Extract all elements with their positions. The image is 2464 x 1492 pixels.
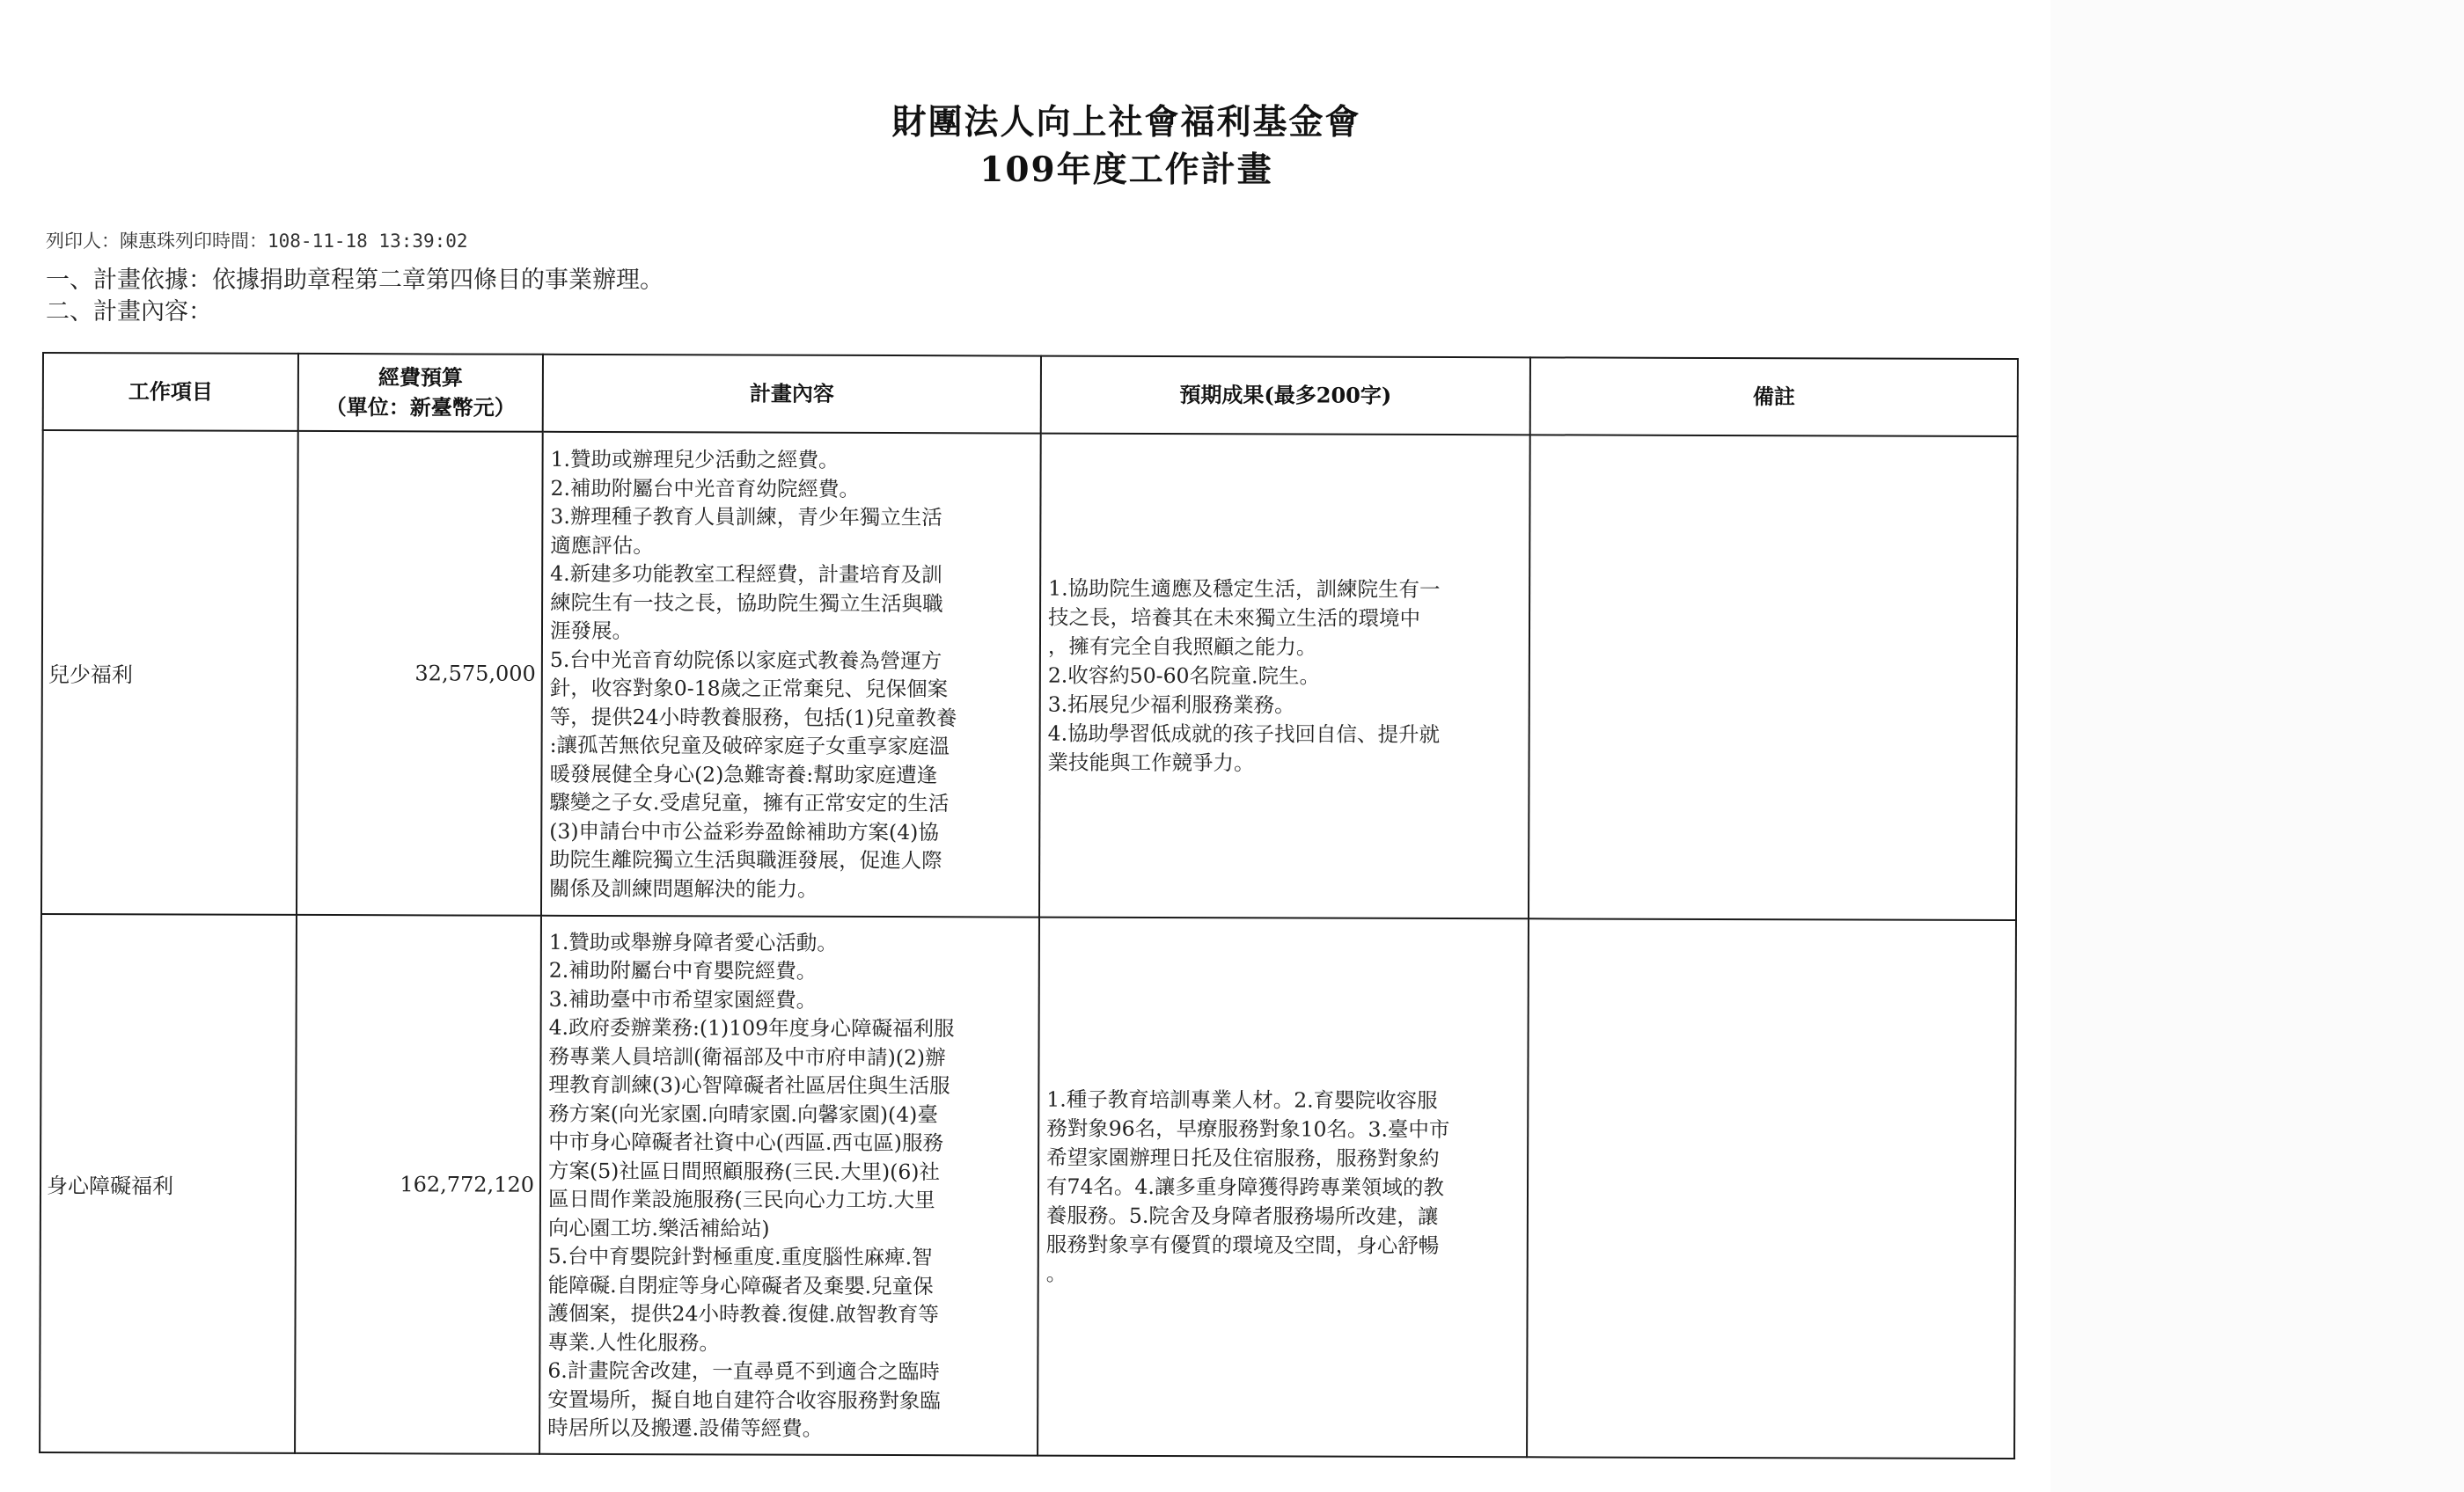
budget-cell: 32,575,000	[297, 431, 543, 916]
content-line: :讓孤苦無依兒童及破碎家庭子女重享家庭溫	[549, 732, 950, 759]
content-line: 2.補助附屬台中育嬰院經費。	[548, 957, 818, 984]
content-line: 務專業人員培訓(衛福部及中市府申請)(2)辦	[548, 1043, 946, 1070]
content-line: 1.贊助或舉辦身障者愛心活動。	[548, 929, 838, 955]
content-line: 護個案，提供24小時教養.復健.啟智教育等	[547, 1300, 939, 1327]
organization-name: 財團法人向上社會福利基金會	[891, 102, 1361, 143]
outcome-line: 2.收容約50-60名院童.院生。	[1047, 662, 1321, 689]
header-plan-content: 計畫內容	[543, 355, 1041, 434]
plan-content-cell	[541, 432, 1041, 918]
content-line: 中市身心障礙者社資中心(西區.西屯區)服務	[548, 1129, 944, 1156]
content-line: 6.計畫院舍改建，一直尋覓不到適合之臨時	[547, 1357, 940, 1385]
content-line: 暖發展健全身心(2)急難寄養:幫助家庭遭逢	[549, 761, 938, 787]
content-line: 練院生有一技之長，協助院生獨立生活與職	[550, 589, 943, 616]
content-line: 等，提供24小時教養服務，包括(1)兒童教養	[549, 704, 957, 730]
expected-outcome-cell	[1038, 918, 1529, 1458]
content-line: 3.補助臺中市希望家園經費。	[548, 986, 818, 1013]
content-line: 1.贊助或辦理兒少活動之經費。	[550, 446, 840, 472]
content-line: 2.補助附屬台中光音育幼院經費。	[550, 475, 860, 501]
content-line: 驟變之子女.受虐兒童，擁有正常安定的生活	[549, 789, 950, 816]
outcome-line: 。	[1045, 1261, 1067, 1286]
work-item-cell: 身心障礙福利	[40, 914, 297, 1453]
print-info: 列印人：陳惠珠列印時間：108-11-18 13:39:02	[46, 230, 468, 252]
table-row	[41, 430, 2018, 920]
outcome-line: 業技能與工作競爭力。	[1047, 750, 1255, 775]
outcome-line: 4.協助學習低成就的孩子找回自信、提升就	[1047, 720, 1441, 747]
plan-content-cell	[539, 916, 1039, 1456]
content-line: 向心園工坊.樂活補給站)	[547, 1215, 770, 1241]
scan-margin	[2050, 0, 2464, 1492]
plan-title: 109年度工作計畫	[979, 150, 1273, 190]
content-line: 理教育訓練(3)心智障礙者社區居住與生活服	[548, 1071, 950, 1099]
content-line: 安置場所，擬自地自建符合收容服務對象臨	[547, 1386, 941, 1413]
outcome-line: 務對象96名，早療服務對象10名。3.臺中市	[1046, 1115, 1450, 1142]
header-remark: 備註	[1530, 357, 2018, 436]
outcome-line: 1.種子教育培訓專業人材。2.育嬰院收容服	[1046, 1086, 1438, 1113]
content-line: 3.辦理種子教育人員訓練，青少年獨立生活	[550, 503, 942, 530]
outcome-line: 養服務。5.院舍及身障者服務場所改建，讓	[1045, 1203, 1439, 1229]
content-line: 4.政府委辦業務:(1)109年度身心障礙福利服	[548, 1014, 955, 1042]
outcome-line: 服務對象享有優質的環境及空間，身心舒暢	[1045, 1232, 1440, 1258]
content-line: 5.台中育嬰院針對極重度.重度腦性麻痺.智	[547, 1243, 933, 1270]
content-line: 適應評估。	[550, 532, 654, 558]
table-row	[40, 914, 2016, 1459]
outcome-line: 技之長，培養其在未來獨立生活的環境中	[1048, 604, 1421, 631]
content-line: 能障礙.自閉症等身心障礙者及棄嬰.兒童保	[547, 1272, 934, 1298]
expected-outcome-cell	[1039, 434, 1530, 919]
outcome-line: 希望家園辦理日托及住宿服務，服務對象約	[1046, 1145, 1440, 1171]
header-budget-unit: （單位：新臺幣元）	[325, 394, 516, 421]
header-expected-outcome: 預期成果(最多200字)	[1041, 356, 1530, 435]
content-line: 5.台中光音育幼院係以家庭式教養為營運方	[549, 647, 942, 673]
budget-cell: 162,772,120	[295, 915, 541, 1454]
content-line: 助院生離院獨立生活與職涯發展，促進人際	[549, 846, 942, 874]
content-line: 關係及訓練問題解決的能力。	[549, 875, 818, 902]
work-plan-table	[39, 352, 2019, 1459]
document-title	[0, 99, 2253, 194]
content-line: 涯發展。	[549, 618, 634, 644]
content-line: 時居所以及搬遷.設備等經費。	[547, 1415, 824, 1441]
plan-basis: 一、計畫依據：依據捐助章程第二章第四條目的事業辦理。	[46, 267, 664, 294]
header-budget	[298, 354, 543, 432]
header-work-item: 工作項目	[43, 353, 298, 431]
remark-cell	[1529, 435, 2018, 920]
content-line: (3)申請台中市公益彩券盈餘補助方案(4)協	[549, 818, 939, 845]
content-line: 4.新建多功能教室工程經費，計畫培育及訓	[550, 560, 942, 588]
plan-content-heading: 二、計畫內容：	[46, 298, 212, 325]
content-line: 方案(5)社區日間照顧服務(三民.大里)(6)社	[548, 1158, 941, 1184]
header-budget-title: 經費預算	[378, 364, 463, 391]
outcome-line: 1.協助院生適應及穩定生活，訓練院生有一	[1048, 575, 1441, 602]
outcome-line: ，擁有完全自我照顧之能力。	[1047, 633, 1317, 660]
content-line: 專業.人性化服務。	[547, 1329, 720, 1355]
outcome-line: 3.拓展兒少福利服務業務。	[1047, 691, 1295, 717]
remark-cell	[1527, 918, 2016, 1459]
content-line: 針，收容對象0-18歲之正常棄兒、兒保個案	[549, 675, 949, 702]
work-item-cell: 兒少福利	[41, 430, 298, 915]
table-header-row	[43, 353, 2018, 436]
content-line: 區日間作業設施服務(三民向心力工坊.大里	[547, 1186, 935, 1213]
content-line: 務方案(向光家園.向晴家園.向馨家園)(4)臺	[548, 1101, 938, 1127]
outcome-line: 有74名。4.讓多重身障獲得跨專業領域的教	[1045, 1174, 1444, 1200]
